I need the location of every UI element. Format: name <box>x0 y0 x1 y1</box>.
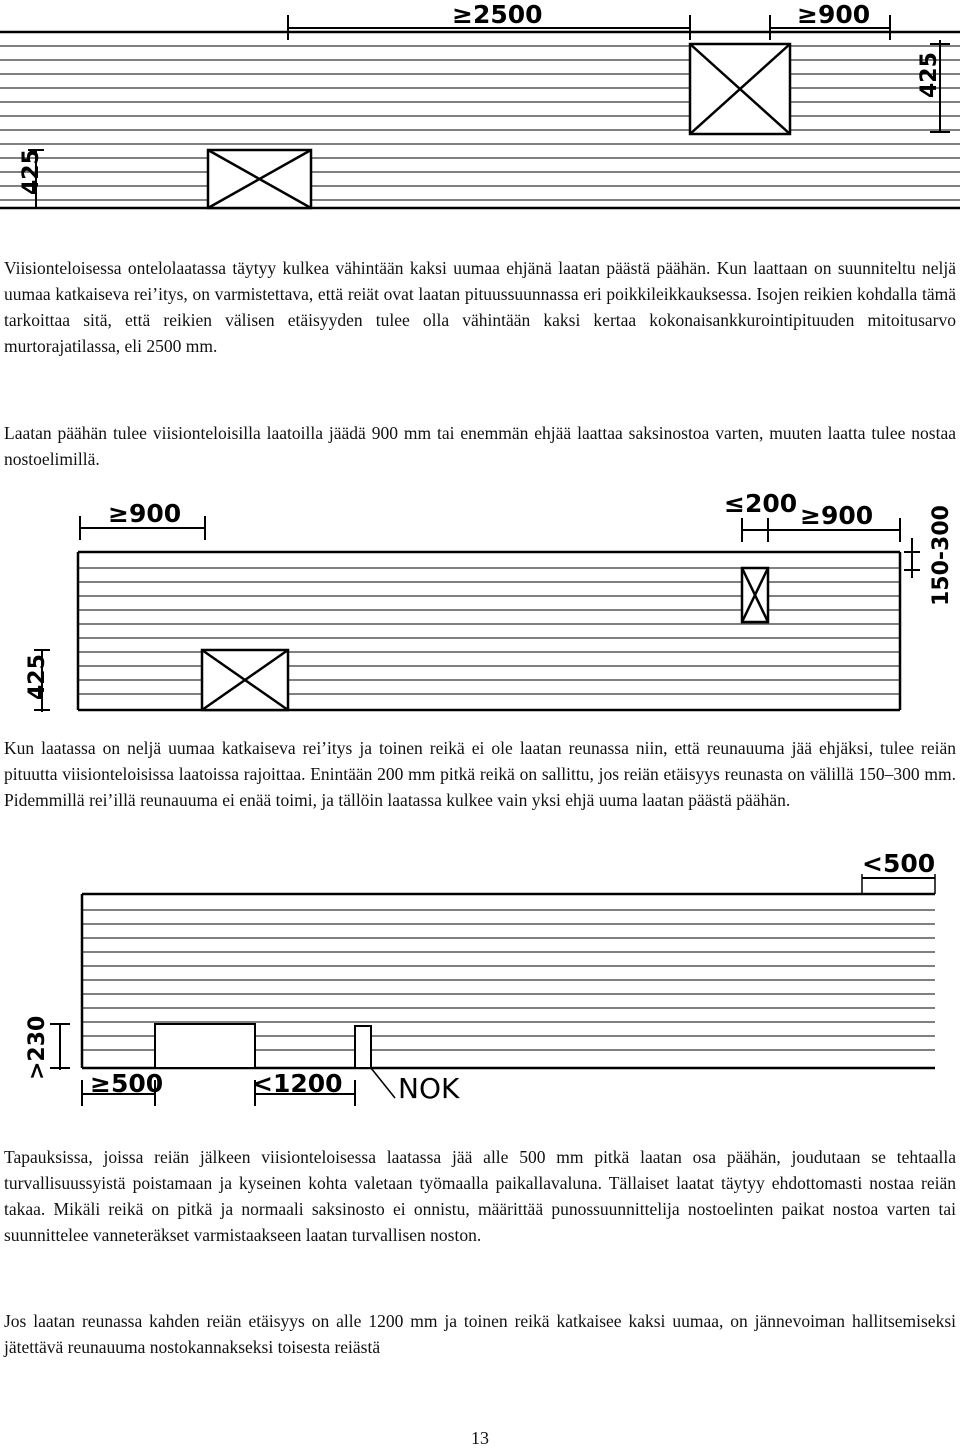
hole-right-2 <box>742 568 768 622</box>
hole-1-3 <box>155 1024 255 1068</box>
dim-label-900-left: ≥900 <box>108 499 182 528</box>
paragraph-4: Tapauksissa, joissa reiän jälkeen viisionteloisessa laatassa jää alle 500 mm pitkä laatan osa päähän, joudutaan se tehtaalla turvallisuussyistä poistamaan ja kyseinen kohta valetaan työmaalla paikallavaluna. Tällaiset laatat täytyy ehdottomasti nostaa reiän takaa. Mikäli reikä on pitkä ja normaali saksinosto ei onnistu, määrittää punossuunnittelija nostoelinten paikat nostoa varten tai suunnittelee vanneteräkset varmistaakseen laatan turvallisen noston. <box>4 1147 956 1245</box>
dimension-lines-2 <box>34 516 920 712</box>
paragraph-3: Kun laatassa on neljä uumaa katkaiseva rei’itys ja toinen reikä ei ole laatan reunassa niin, että reunauuma jää ehjäksi, tulee reiän pituutta viisionteloisissa laatoissa rajoittaa. Enintään 200 mm pitkä reikä on sallittu, jos reiän etäisyys reunasta on välillä 150–300 mm. Pidemmillä rei’illä reunauuma ei enää toimi, ja tällöin laatassa kulkee vain yksi ehjä uuma laatan päästä päähän. <box>4 738 956 810</box>
figure-1-slab-diagram <box>0 0 960 245</box>
hole-2-3 <box>355 1026 371 1068</box>
paragraph-2: Laatan päähän tulee viisionteloisilla laatoilla jäädä 900 mm tai enemmän ehjää laattaa saksinostoa varten, muuten laatta tulee nostaa nostoelimillä. <box>4 423 956 469</box>
dim-label-900: ≥900 <box>797 0 871 29</box>
dim-label-425-left-2: 425 <box>25 654 50 700</box>
hole-right <box>690 44 790 134</box>
dim-label-230: >230 <box>25 1015 50 1080</box>
figure-3-slab-diagram <box>0 848 960 1110</box>
dim-label-1200: <1200 <box>252 1069 343 1098</box>
dim-label-500-top: <500 <box>862 849 936 878</box>
dim-label-2500: ≥2500 <box>452 0 543 29</box>
dim-label-500-bottom: ≥500 <box>90 1069 164 1098</box>
hole-left <box>208 150 311 208</box>
paragraph-1: Viisionteloisessa ontelolaatassa täytyy kulkea vähintään kaksi uumaa ehjänä laatan päästä päähän. Kun laattaan on suunniteltu neljä uumaa katkaiseva rei’itys, on varmistettava, että reiät ovat laatan pituussuunnassa eri poikkileikkauksessa. Isojen reikien kohdalla tämä tarkoittaa sitä, että reikien välisen etäisyyden tulee olla vähintään kaksi kertaa kokonaisankkurointipituuden mitoitusarvo murtorajatilassa, eli 2500 mm. <box>4 258 956 356</box>
dim-label-425-left: 425 <box>19 149 44 195</box>
paragraph-5: Jos laatan reunassa kahden reiän etäisyys on alle 1200 mm ja toinen reikä katkaisee kaksi uumaa, on jännevoiman hallitsemiseksi jätettävä reunauuma nostokannakseksi toisesta reiästä <box>4 1311 956 1357</box>
page-number: 13 <box>471 1428 489 1448</box>
dim-label-200: ≤200 <box>724 490 798 518</box>
slab-1 <box>0 32 960 208</box>
dim-label-150-300: 150-300 <box>929 505 954 606</box>
figure-2-slab-diagram <box>0 490 960 725</box>
dim-label-425-right: 425 <box>917 52 942 98</box>
hole-left-2 <box>202 650 288 710</box>
dim-label-900-right: ≥900 <box>800 501 874 530</box>
dimension-lines-1 <box>28 15 950 208</box>
nok-label: NOK <box>398 1072 460 1105</box>
